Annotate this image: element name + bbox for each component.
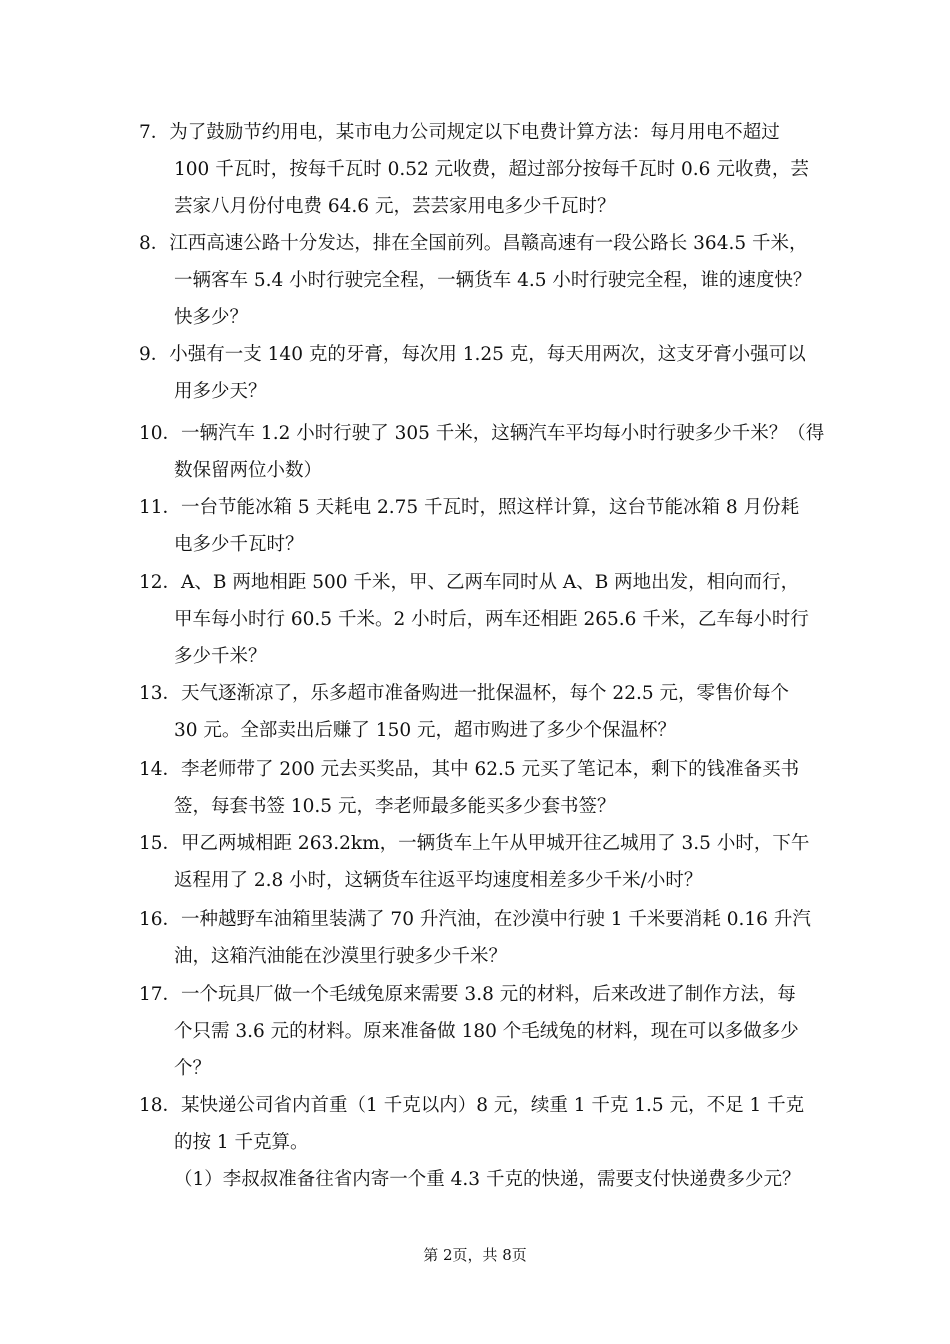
problem-number: 13．: [139, 683, 182, 704]
problem-text-line: 多少千米？: [174, 646, 267, 667]
problem-number: 18．: [139, 1095, 182, 1116]
problem-15: [139, 825, 819, 899]
problem-text-line: 的按 1 千克算。: [174, 1132, 309, 1153]
problem-text-line: 一台节能冰箱 5 天耗电 2.75 千瓦时，照这样计算，这台节能冰箱 8 月份耗: [181, 497, 800, 518]
problem-text-line: 电多少千瓦时？: [174, 534, 304, 555]
problem-number: 15．: [139, 833, 182, 854]
problem-9: [139, 336, 819, 410]
problem-text-line: 小强有一支 140 克的牙膏，每次用 1.25 克，每天用两次，这支牙膏小强可以: [169, 344, 806, 365]
problem-text-line: 芸家八月份付电费 64.6 元，芸芸家用电多少千瓦时？: [174, 196, 616, 217]
problem-14: [139, 751, 819, 825]
problem-text-line: A、B 两地相距 500 千米，甲、乙两车同时从 A、B 两地出发，相向而行，: [181, 572, 800, 593]
problem-number: 16．: [139, 909, 182, 930]
problem-number: 9．: [139, 344, 170, 365]
problem-number: 12．: [139, 572, 182, 593]
problem-number: 7．: [139, 122, 170, 143]
problem-12: [139, 564, 819, 675]
problem-7: [139, 114, 819, 225]
sub-question-text: （1）李叔叔准备往省内寄一个重 4.3 千克的快递，需要支付快递费多少元？: [174, 1169, 801, 1190]
problem-10: [139, 415, 825, 489]
problem-11: [139, 489, 819, 563]
problem-text-line: 返程用了 2.8 小时，这辆货车往返平均速度相差多少千米/小时？: [174, 870, 703, 891]
problem-number: 17．: [139, 984, 182, 1005]
problem-text-line: 一种越野车油箱里装满了 70 升汽油，在沙漠中行驶 1 千米要消耗 0.16 升汽: [181, 909, 811, 930]
problem-text-line: 江西高速公路十分发达，排在全国前列。昌赣高速有一段公路长 364.5 千米，: [169, 233, 808, 254]
problem-text-line: 个？: [174, 1058, 212, 1079]
problem-text-line: 天气逐渐凉了，乐多超市准备购进一批保温杯，每个 22.5 元，零售价每个: [181, 683, 790, 704]
problem-number: 8．: [139, 233, 170, 254]
problem-text-line: 用多少天？: [174, 381, 267, 402]
problem-number: 14．: [139, 759, 182, 780]
problem-text-line: 为了鼓励节约用电，某市电力公司规定以下电费计算方法：每月用电不超过: [169, 122, 780, 143]
problem-text-line: 数保留两位小数）: [174, 460, 323, 481]
page-number-footer: 第 2页，共 8页: [423, 1246, 527, 1264]
problem-text-line: 一辆客车 5.4 小时行驶完全程，一辆货车 4.5 小时行驶完全程，谁的速度快？: [174, 270, 812, 291]
problem-17: [139, 976, 819, 1087]
problem-16: [139, 901, 819, 975]
problem-number: 10．: [139, 423, 182, 444]
problem-13: [139, 675, 819, 749]
problem-text-line: 某快递公司省内首重（1 千克以内）8 元，续重 1 千克 1.5 元，不足 1 千克: [181, 1095, 805, 1116]
problem-text-line: 甲车每小时行 60.5 千米。2 小时后，两车还相距 265.6 千米，乙车每小时行: [174, 609, 809, 630]
problem-number: 11．: [139, 497, 182, 518]
problem-8: [139, 225, 819, 336]
problem-text-line: 一个玩具厂做一个毛绒兔原来需要 3.8 元的材料，后来改进了制作方法，每: [181, 984, 796, 1005]
problem-text-line: 油，这箱汽油能在沙漠里行驶多少千米？: [174, 946, 508, 967]
problem-text-line: 100 千瓦时，按每千瓦时 0.52 元收费，超过部分按每千瓦时 0.6 元收费，芸: [174, 159, 809, 180]
problem-text-line: 签，每套书签 10.5 元，李老师最多能买多少套书签？: [174, 796, 616, 817]
problem-text-line: 30 元。全部卖出后赚了 150 元，超市购进了多少个保温杯？: [174, 720, 676, 741]
problem-18: [139, 1087, 819, 1198]
problem-text-line: 甲乙两城相距 263.2km，一辆货车上午从甲城开往乙城用了 3.5 小时，下午: [181, 833, 810, 854]
problem-text-line: 快多少？: [174, 307, 249, 328]
problem-text-line: 李老师带了 200 元去买奖品，其中 62.5 元买了笔记本，剩下的钱准备买书: [181, 759, 800, 780]
problem-text-line: 一辆汽车 1.2 小时行驶了 305 千米，这辆汽车平均每小时行驶多少千米？（得: [181, 423, 825, 444]
problem-text-line: 个只需 3.6 元的材料。原来准备做 180 个毛绒兔的材料，现在可以多做多少: [174, 1021, 799, 1042]
